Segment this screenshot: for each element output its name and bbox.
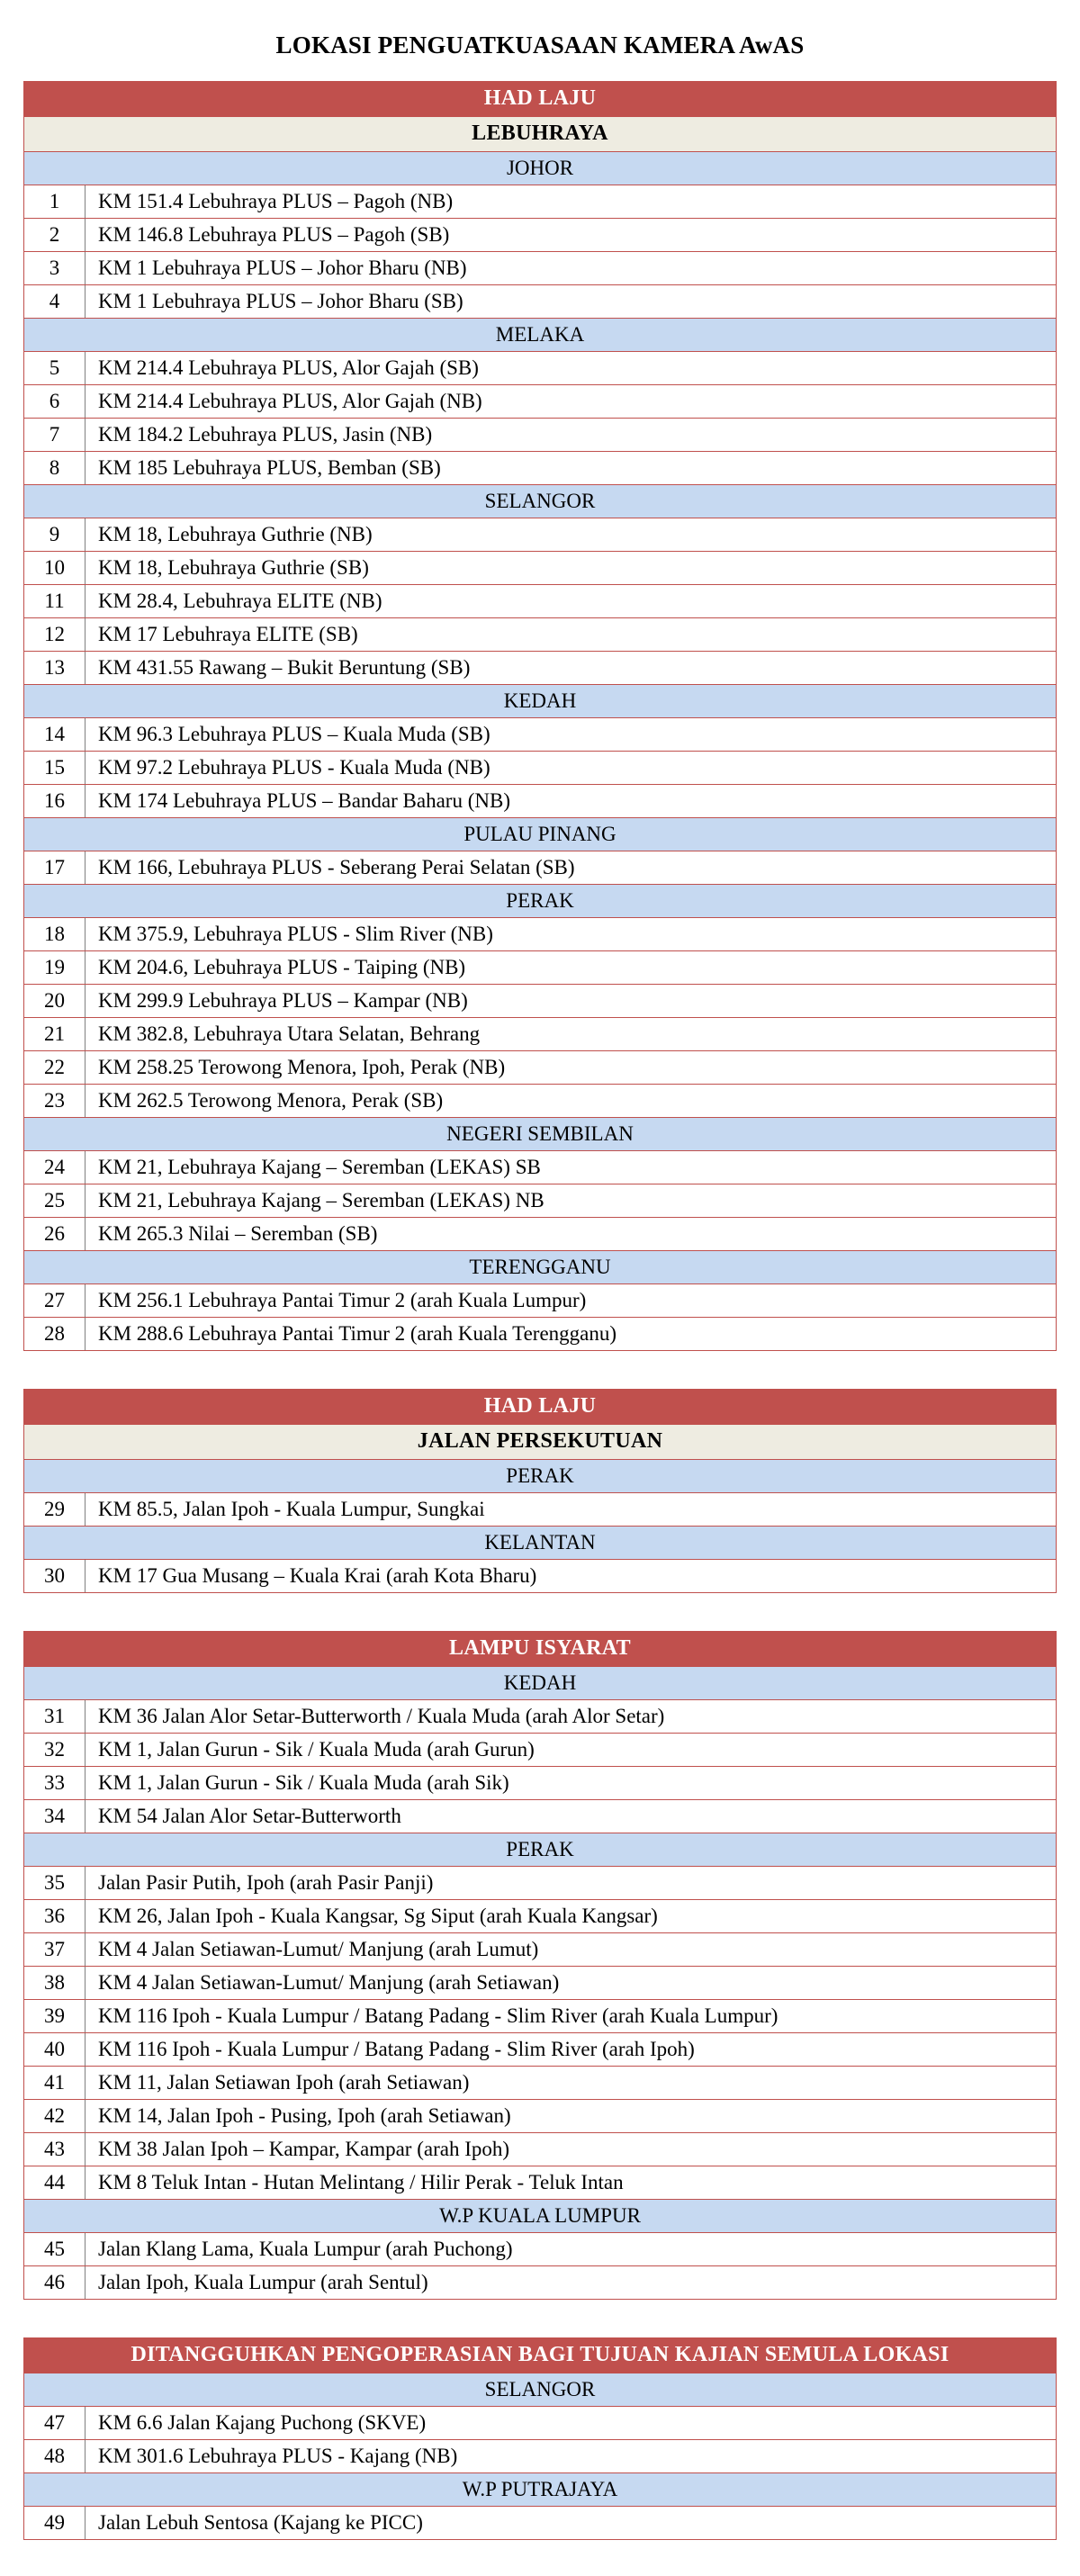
row-number: 28 <box>24 1317 86 1350</box>
page-title: LOKASI PENGUATKUASAAN KAMERA AwAS <box>275 32 805 59</box>
row-number: 32 <box>24 1733 86 1766</box>
state-label: SELANGOR <box>24 484 1057 518</box>
roadtype-label: JALAN PERSEKUTUAN <box>24 1424 1057 1459</box>
state-header-row <box>24 484 1057 518</box>
table-row <box>24 2439 1057 2472</box>
row-number: 33 <box>24 1766 86 1799</box>
table-row <box>24 451 1057 484</box>
row-number: 36 <box>24 1899 86 1932</box>
table-row <box>24 584 1057 617</box>
row-location: KM 214.4 Lebuhraya PLUS, Alor Gajah (NB) <box>86 384 1057 418</box>
table-row <box>24 1899 1057 1932</box>
category-label: LAMPU ISYARAT <box>24 1631 1057 1666</box>
row-number: 35 <box>24 1866 86 1899</box>
state-header-row <box>24 1117 1057 1150</box>
row-number: 12 <box>24 617 86 651</box>
state-label: PERAK <box>24 1459 1057 1492</box>
row-number: 25 <box>24 1184 86 1217</box>
table-gap <box>23 1593 1057 1631</box>
table-row <box>24 418 1057 451</box>
row-location: KM 1 Lebuhraya PLUS – Johor Bharu (NB) <box>86 251 1057 284</box>
row-number: 23 <box>24 1084 86 1117</box>
row-location: KM 116 Ipoh - Kuala Lumpur / Batang Padang - Slim River (arah Kuala Lumpur) <box>86 1999 1057 2032</box>
row-location: KM 21, Lebuhraya Kajang – Seremban (LEKAS) NB <box>86 1184 1057 1217</box>
table-row <box>24 717 1057 751</box>
category-label: DITANGGUHKAN PENGOPERASIAN BAGI TUJUAN KAJIAN SEMULA LOKASI <box>24 2337 1057 2373</box>
state-header-row <box>24 1666 1057 1699</box>
state-header-row <box>24 318 1057 351</box>
row-number: 6 <box>24 384 86 418</box>
row-number: 22 <box>24 1050 86 1084</box>
table-row <box>24 2506 1057 2539</box>
table-row <box>24 2232 1057 2265</box>
table-category-header <box>24 1389 1057 1424</box>
location-table-had-laju-lebuhraya <box>23 81 1057 1351</box>
table-row <box>24 784 1057 817</box>
row-number: 9 <box>24 518 86 551</box>
row-number: 41 <box>24 2066 86 2099</box>
row-number: 21 <box>24 1017 86 1050</box>
row-number: 29 <box>24 1492 86 1526</box>
state-label: W.P KUALA LUMPUR <box>24 2199 1057 2232</box>
table-row <box>24 518 1057 551</box>
row-location: KM 258.25 Terowong Menora, Ipoh, Perak (NB) <box>86 1050 1057 1084</box>
row-number: 48 <box>24 2439 86 2472</box>
row-location: KM 146.8 Lebuhraya PLUS – Pagoh (SB) <box>86 218 1057 251</box>
state-label: SELANGOR <box>24 2373 1057 2406</box>
row-number: 44 <box>24 2166 86 2199</box>
state-header-row <box>24 2373 1057 2406</box>
state-header-row <box>24 884 1057 917</box>
row-location: KM 265.3 Nilai – Seremban (SB) <box>86 1217 1057 1250</box>
table-category-header <box>24 2337 1057 2373</box>
row-number: 38 <box>24 1966 86 1999</box>
table-row <box>24 185 1057 218</box>
table-row <box>24 2099 1057 2132</box>
row-number: 16 <box>24 784 86 817</box>
row-location: KM 14, Jalan Ipoh - Pusing, Ipoh (arah Setiawan) <box>86 2099 1057 2132</box>
table-row <box>24 1733 1057 1766</box>
table-row <box>24 351 1057 384</box>
row-location: KM 97.2 Lebuhraya PLUS - Kuala Muda (NB) <box>86 751 1057 784</box>
row-number: 34 <box>24 1799 86 1833</box>
table-roadtype-header <box>24 116 1057 151</box>
table-row <box>24 1699 1057 1733</box>
state-label: JOHOR <box>24 151 1057 185</box>
row-number: 47 <box>24 2406 86 2439</box>
row-location: KM 375.9, Lebuhraya PLUS - Slim River (NB) <box>86 917 1057 950</box>
table-row <box>24 2132 1057 2166</box>
state-label: NEGERI SEMBILAN <box>24 1117 1057 1150</box>
row-location: KM 151.4 Lebuhraya PLUS – Pagoh (NB) <box>86 185 1057 218</box>
category-label: HAD LAJU <box>24 1389 1057 1424</box>
row-number: 42 <box>24 2099 86 2132</box>
row-location: KM 184.2 Lebuhraya PLUS, Jasin (NB) <box>86 418 1057 451</box>
row-location: KM 26, Jalan Ipoh - Kuala Kangsar, Sg Siput (arah Kuala Kangsar) <box>86 1899 1057 1932</box>
row-location: KM 1, Jalan Gurun - Sik / Kuala Muda (arah Sik) <box>86 1766 1057 1799</box>
table-row <box>24 2066 1057 2099</box>
state-header-row <box>24 1250 1057 1283</box>
state-header-row <box>24 151 1057 185</box>
table-row <box>24 2166 1057 2199</box>
table-row <box>24 1999 1057 2032</box>
row-number: 5 <box>24 351 86 384</box>
row-location: KM 18, Lebuhraya Guthrie (SB) <box>86 551 1057 584</box>
table-row <box>24 251 1057 284</box>
row-location: Jalan Pasir Putih, Ipoh (arah Pasir Panji) <box>86 1866 1057 1899</box>
table-row <box>24 1966 1057 1999</box>
row-location: KM 299.9 Lebuhraya PLUS – Kampar (NB) <box>86 984 1057 1017</box>
row-location: KM 28.4, Lebuhraya ELITE (NB) <box>86 584 1057 617</box>
table-row <box>24 1050 1057 1084</box>
table-gap <box>23 2300 1057 2337</box>
row-location: KM 174 Lebuhraya PLUS – Bandar Baharu (NB) <box>86 784 1057 817</box>
table-row <box>24 917 1057 950</box>
state-label: KEDAH <box>24 1666 1057 1699</box>
row-location: Jalan Klang Lama, Kuala Lumpur (arah Puchong) <box>86 2232 1057 2265</box>
row-location: KM 11, Jalan Setiawan Ipoh (arah Setiawan) <box>86 2066 1057 2099</box>
bottom-spacer <box>0 2540 1080 2576</box>
row-location: KM 38 Jalan Ipoh – Kampar, Kampar (arah Ipoh) <box>86 2132 1057 2166</box>
state-header-row <box>24 2472 1057 2506</box>
table-row <box>24 1559 1057 1592</box>
row-location: KM 185 Lebuhraya PLUS, Bemban (SB) <box>86 451 1057 484</box>
table-row <box>24 2032 1057 2066</box>
table-row <box>24 551 1057 584</box>
row-number: 31 <box>24 1699 86 1733</box>
state-header-row <box>24 684 1057 717</box>
row-location: KM 262.5 Terowong Menora, Perak (SB) <box>86 1084 1057 1117</box>
row-location: KM 1 Lebuhraya PLUS – Johor Bharu (SB) <box>86 284 1057 318</box>
table-row <box>24 2265 1057 2299</box>
row-location: KM 288.6 Lebuhraya Pantai Timur 2 (arah Kuala Terengganu) <box>86 1317 1057 1350</box>
table-row <box>24 1283 1057 1317</box>
roadtype-label: LEBUHRAYA <box>24 116 1057 151</box>
row-number: 46 <box>24 2265 86 2299</box>
row-location: KM 116 Ipoh - Kuala Lumpur / Batang Padang - Slim River (arah Ipoh) <box>86 2032 1057 2066</box>
row-location: KM 85.5, Jalan Ipoh - Kuala Lumpur, Sungkai <box>86 1492 1057 1526</box>
state-header-row <box>24 817 1057 851</box>
state-label: MELAKA <box>24 318 1057 351</box>
row-number: 14 <box>24 717 86 751</box>
row-number: 19 <box>24 950 86 984</box>
table-row <box>24 1766 1057 1799</box>
row-location: Jalan Lebuh Sentosa (Kajang ke PICC) <box>86 2506 1057 2539</box>
row-location: KM 4 Jalan Setiawan-Lumut/ Manjung (arah Setiawan) <box>86 1966 1057 1999</box>
row-number: 27 <box>24 1283 86 1317</box>
table-row <box>24 2406 1057 2439</box>
table-row <box>24 1932 1057 1966</box>
row-number: 18 <box>24 917 86 950</box>
row-location: KM 301.6 Lebuhraya PLUS - Kajang (NB) <box>86 2439 1057 2472</box>
row-number: 30 <box>24 1559 86 1592</box>
row-number: 15 <box>24 751 86 784</box>
location-table-had-laju-jalan-persekutuan <box>23 1389 1057 1593</box>
state-label: PERAK <box>24 1833 1057 1866</box>
row-location: KM 6.6 Jalan Kajang Puchong (SKVE) <box>86 2406 1057 2439</box>
location-table-ditangguhkan <box>23 2337 1057 2540</box>
row-location: KM 17 Lebuhraya ELITE (SB) <box>86 617 1057 651</box>
table-row <box>24 1866 1057 1899</box>
table-row <box>24 1217 1057 1250</box>
table-row <box>24 851 1057 884</box>
row-number: 20 <box>24 984 86 1017</box>
row-location: KM 256.1 Lebuhraya Pantai Timur 2 (arah Kuala Lumpur) <box>86 1283 1057 1317</box>
row-number: 37 <box>24 1932 86 1966</box>
row-location: KM 21, Lebuhraya Kajang – Seremban (LEKAS) SB <box>86 1150 1057 1184</box>
row-location: KM 18, Lebuhraya Guthrie (NB) <box>86 518 1057 551</box>
row-location: KM 1, Jalan Gurun - Sik / Kuala Muda (arah Gurun) <box>86 1733 1057 1766</box>
row-number: 40 <box>24 2032 86 2066</box>
table-row <box>24 651 1057 684</box>
row-location: KM 382.8, Lebuhraya Utara Selatan, Behrang <box>86 1017 1057 1050</box>
row-location: Jalan Ipoh, Kuala Lumpur (arah Sentul) <box>86 2265 1057 2299</box>
row-number: 17 <box>24 851 86 884</box>
row-location: KM 214.4 Lebuhraya PLUS, Alor Gajah (SB) <box>86 351 1057 384</box>
table-roadtype-header <box>24 1424 1057 1459</box>
table-gap <box>23 1351 1057 1389</box>
state-header-row <box>24 1526 1057 1559</box>
state-header-row <box>24 1833 1057 1866</box>
location-table-lampu-isyarat <box>23 1631 1057 2300</box>
tables-container <box>23 81 1057 2540</box>
row-number: 39 <box>24 1999 86 2032</box>
row-number: 49 <box>24 2506 86 2539</box>
table-row <box>24 1084 1057 1117</box>
row-number: 2 <box>24 218 86 251</box>
row-location: KM 431.55 Rawang – Bukit Beruntung (SB) <box>86 651 1057 684</box>
row-number: 10 <box>24 551 86 584</box>
row-number: 4 <box>24 284 86 318</box>
table-row <box>24 1150 1057 1184</box>
state-header-row <box>24 2199 1057 2232</box>
table-row <box>24 1017 1057 1050</box>
table-row <box>24 984 1057 1017</box>
row-number: 43 <box>24 2132 86 2166</box>
table-row <box>24 1799 1057 1833</box>
table-row <box>24 384 1057 418</box>
row-location: KM 36 Jalan Alor Setar-Butterworth / Kuala Muda (arah Alor Setar) <box>86 1699 1057 1733</box>
state-label: PERAK <box>24 884 1057 917</box>
row-location: KM 4 Jalan Setiawan-Lumut/ Manjung (arah Lumut) <box>86 1932 1057 1966</box>
row-location: KM 8 Teluk Intan - Hutan Melintang / Hilir Perak - Teluk Intan <box>86 2166 1057 2199</box>
row-location: KM 166, Lebuhraya PLUS - Seberang Perai Selatan (SB) <box>86 851 1057 884</box>
state-label: KELANTAN <box>24 1526 1057 1559</box>
table-row <box>24 751 1057 784</box>
state-label: TERENGGANU <box>24 1250 1057 1283</box>
row-number: 1 <box>24 185 86 218</box>
table-row <box>24 284 1057 318</box>
state-label: PULAU PINANG <box>24 817 1057 851</box>
row-location: KM 96.3 Lebuhraya PLUS – Kuala Muda (SB) <box>86 717 1057 751</box>
row-number: 11 <box>24 584 86 617</box>
table-category-header <box>24 1631 1057 1666</box>
state-header-row <box>24 1459 1057 1492</box>
row-location: KM 17 Gua Musang – Kuala Krai (arah Kota Bharu) <box>86 1559 1057 1592</box>
row-number: 8 <box>24 451 86 484</box>
row-number: 3 <box>24 251 86 284</box>
row-number: 24 <box>24 1150 86 1184</box>
table-row <box>24 1492 1057 1526</box>
table-row <box>24 1317 1057 1350</box>
table-row <box>24 218 1057 251</box>
row-location: KM 54 Jalan Alor Setar-Butterworth <box>86 1799 1057 1833</box>
table-row <box>24 950 1057 984</box>
row-number: 7 <box>24 418 86 451</box>
table-category-header <box>24 81 1057 116</box>
row-number: 13 <box>24 651 86 684</box>
table-row <box>24 617 1057 651</box>
state-label: KEDAH <box>24 684 1057 717</box>
row-location: KM 204.6, Lebuhraya PLUS - Taiping (NB) <box>86 950 1057 984</box>
category-label: HAD LAJU <box>24 81 1057 116</box>
row-number: 45 <box>24 2232 86 2265</box>
row-number: 26 <box>24 1217 86 1250</box>
table-row <box>24 1184 1057 1217</box>
state-label: W.P PUTRAJAYA <box>24 2472 1057 2506</box>
